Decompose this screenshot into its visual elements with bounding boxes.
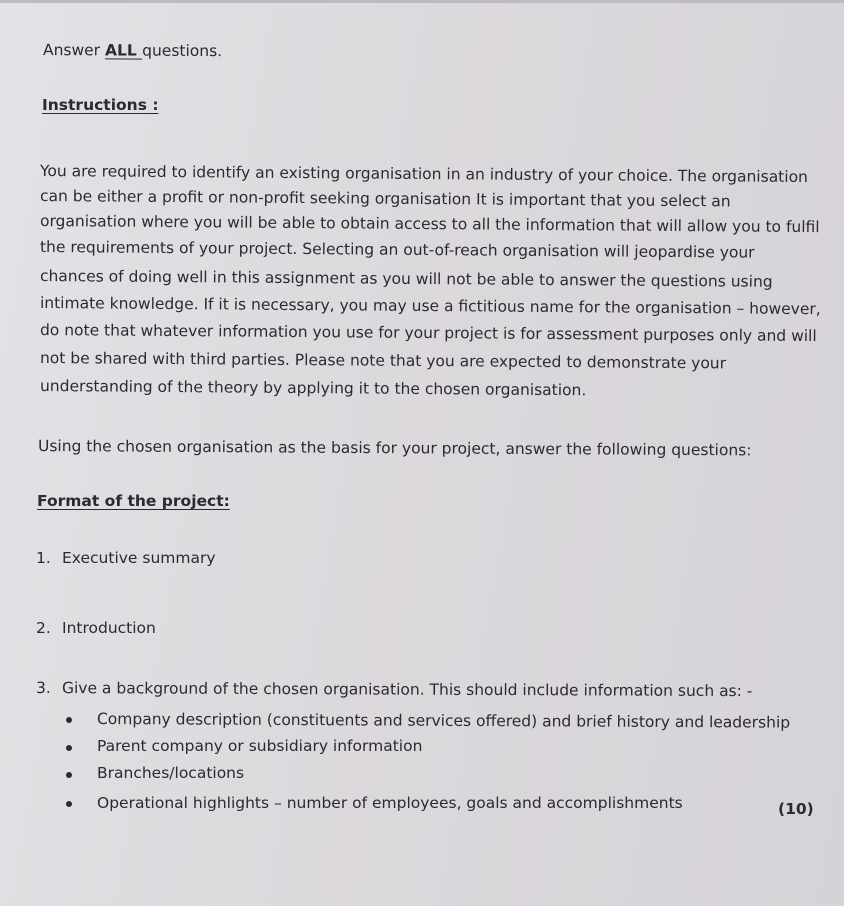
bullet-item: Operational highlights – number of employees, goals and accomplishments xyxy=(97,794,683,812)
format-heading: Format of the project: xyxy=(37,492,230,510)
list-item xyxy=(35,678,753,701)
bullet-item: Company description (constituents and services offered) and brief history and leadership xyxy=(96,710,791,732)
answer-prefix: Answer xyxy=(42,41,106,60)
item-text: Give a background of the chosen organisation. This should include information such as: - xyxy=(61,679,753,701)
paragraph-line: intimate knowledge. If it is necessary, you may use a fictitious name for the organisation – however, xyxy=(39,294,821,319)
item-number: 3. xyxy=(35,679,51,698)
paragraph-line: organisation where you will be able to obtain access to all the information that will allow you to fulfil xyxy=(39,212,820,237)
bullet-item: Branches/locations xyxy=(97,764,245,782)
paragraph-line: not be shared with third parties. Please note that you are expected to demonstrate your xyxy=(39,349,727,373)
bullet-icon xyxy=(66,717,72,723)
list-item xyxy=(36,618,156,638)
paragraph-line: chances of doing well in this assignment as you will not be able to answer the questions using xyxy=(39,267,773,291)
using-line: Using the chosen organisation as the basis for your project, answer the following questions: xyxy=(37,437,752,460)
instructions-heading: Instructions : xyxy=(42,96,159,114)
bullet-icon xyxy=(66,772,72,778)
item-text: Introduction xyxy=(62,619,156,637)
bullet-item: Parent company or subsidiary information xyxy=(97,737,423,755)
list-item xyxy=(36,548,216,568)
paragraph-line: do note that whatever information you use for your project is for assessment purposes only and will xyxy=(39,321,817,346)
answer-suffix: questions. xyxy=(142,41,223,61)
paragraph-line: You are required to identify an existing organisation in an industry of your choice. The organisation xyxy=(39,162,809,187)
page-top-edge xyxy=(0,0,844,3)
paragraph-line: the requirements of your project. Selecting an out-of-reach organisation will jeopardise your xyxy=(39,238,755,262)
marks-label: (10) xyxy=(778,800,814,818)
item-text: Executive summary xyxy=(62,549,216,567)
item-number: 1. xyxy=(36,549,51,567)
paragraph-line: can be either a profit or non-profit seeking organisation It is important that you select an xyxy=(39,187,731,211)
bullet-icon xyxy=(66,801,72,807)
answer-all-line xyxy=(43,40,222,61)
paragraph-line: understanding of the theory by applying it to the chosen organisation. xyxy=(39,377,587,400)
answer-all-emphasis: ALL xyxy=(104,41,143,60)
item-number: 2. xyxy=(36,619,51,637)
bullet-icon xyxy=(66,745,72,751)
